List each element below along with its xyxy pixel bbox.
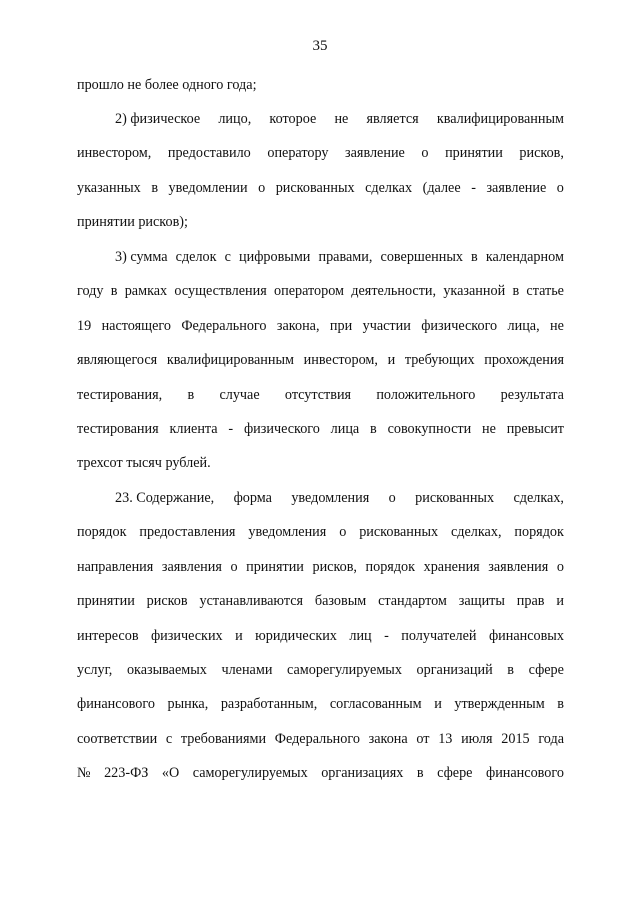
word: требованиями	[180, 730, 267, 747]
word: организациях	[321, 765, 404, 782]
word: являющегося	[77, 352, 158, 369]
word: предоставило	[167, 145, 251, 162]
word: -	[228, 420, 234, 437]
word: 19	[77, 317, 92, 334]
word: уведомлении	[168, 179, 248, 196]
word: защиты	[458, 593, 505, 610]
text-line	[77, 102, 564, 136]
word: о	[388, 490, 396, 506]
word: заявления	[161, 558, 222, 575]
word: в	[110, 283, 118, 300]
text-line	[77, 722, 564, 756]
word: осуществления	[174, 283, 267, 300]
word: саморегулируемых	[287, 661, 402, 678]
text-line	[77, 756, 564, 790]
word: оператором	[274, 283, 345, 300]
word: от	[416, 730, 430, 747]
word: рисков,	[312, 558, 357, 575]
word: не	[481, 420, 496, 437]
text-line: принятии рисков);	[77, 214, 188, 231]
word: уведомления	[248, 524, 327, 541]
paragraph-item-3	[77, 240, 564, 481]
word: (далее	[422, 179, 461, 196]
word: о	[339, 524, 347, 541]
word: 23. Содержание,	[115, 490, 215, 506]
text-line: прошло не более одного года;	[77, 77, 257, 93]
word: сфере	[528, 661, 564, 678]
text-line	[77, 274, 564, 308]
text-line	[77, 412, 564, 446]
word: в	[416, 765, 424, 782]
word: тестирования,	[77, 386, 163, 403]
word: о	[556, 179, 564, 196]
word: и	[235, 627, 243, 644]
word: о	[421, 145, 429, 162]
text-line	[77, 136, 564, 170]
word: лиц	[349, 627, 372, 644]
word: в	[471, 249, 478, 265]
word: получателей	[401, 627, 477, 644]
word: членами	[221, 661, 273, 678]
word: разработанным,	[220, 696, 318, 713]
word: рамках	[124, 283, 168, 300]
word: сделок	[175, 249, 217, 265]
word: принятии	[246, 558, 304, 575]
word: финансового	[77, 696, 155, 713]
word: указанных	[77, 179, 141, 196]
word: рискованных	[359, 524, 439, 541]
word: предоставления	[139, 524, 236, 541]
word: положительного	[376, 386, 476, 403]
word: не	[550, 317, 564, 334]
word: с	[165, 730, 173, 747]
word: календарном	[485, 249, 564, 265]
word: 3) сумма	[115, 249, 168, 265]
word: утвержденным	[454, 696, 545, 713]
text-line	[77, 550, 564, 584]
word: правами,	[318, 249, 373, 265]
word: закона	[368, 730, 408, 747]
word: сфере	[437, 765, 473, 782]
word: статье	[526, 283, 564, 300]
word: заявление	[486, 179, 547, 196]
word: интересов	[77, 627, 139, 644]
word: в	[557, 696, 564, 713]
word: указанной	[443, 283, 506, 300]
text-line	[77, 619, 564, 653]
word: заявление	[345, 145, 405, 162]
paragraph-continuation	[77, 68, 564, 102]
word: не	[334, 111, 349, 127]
word: году	[77, 283, 104, 300]
word: 2) физическое	[115, 111, 201, 127]
word: является	[366, 111, 419, 127]
word: финансовых	[488, 627, 564, 644]
word: и	[556, 593, 564, 610]
text-line: трехсот тысяч рублей.	[77, 455, 211, 472]
word: лицо,	[218, 111, 252, 127]
word: хранения	[423, 558, 480, 575]
page-number: 35	[312, 38, 328, 54]
word: форма	[233, 490, 272, 506]
word: оказываемых	[126, 661, 207, 678]
word: закона,	[276, 317, 320, 334]
word: соответствии	[77, 730, 158, 747]
text-line	[77, 343, 564, 377]
word: квалифицированным	[166, 352, 295, 369]
word: оператору	[267, 145, 329, 162]
text-line	[77, 378, 564, 412]
text-line	[77, 515, 564, 549]
word: в	[512, 283, 520, 300]
word: порядок	[77, 524, 127, 541]
word: сделках,	[513, 490, 564, 506]
word: которое	[269, 111, 317, 127]
text-line	[77, 240, 564, 274]
word: рынка,	[167, 696, 209, 713]
word: в	[187, 386, 195, 403]
word: случае	[219, 386, 260, 403]
word: сделках,	[450, 524, 502, 541]
word: 2015	[501, 730, 530, 747]
word: Федерального	[274, 730, 360, 747]
word: саморегулируемых	[192, 765, 308, 782]
word: «О	[161, 765, 180, 782]
word: цифровыми	[239, 249, 311, 265]
word: №	[77, 765, 91, 782]
word: в	[507, 661, 514, 678]
word: в	[370, 420, 377, 437]
word: физических	[150, 627, 223, 644]
text-line	[77, 584, 564, 618]
word: 13	[438, 730, 453, 747]
word: и	[387, 352, 396, 369]
word: -	[384, 627, 389, 644]
word: клиента	[169, 420, 218, 437]
word: инвестором,	[77, 145, 152, 162]
word: при	[329, 317, 353, 334]
word: сделках	[365, 179, 413, 196]
word: отсутствия	[284, 386, 352, 403]
text-line	[77, 653, 564, 687]
word: инвестором,	[303, 352, 378, 369]
word: базовым	[314, 593, 367, 610]
paragraph-item-23	[77, 481, 564, 791]
word: физического	[421, 317, 498, 334]
word: в	[151, 179, 159, 196]
word: принятии	[445, 145, 503, 162]
word: порядок	[365, 558, 416, 575]
word: о	[258, 179, 266, 196]
word: финансового	[486, 765, 564, 782]
word: прав	[516, 593, 545, 610]
word: года	[538, 730, 564, 747]
text-line	[77, 481, 564, 515]
word: о	[556, 558, 564, 575]
word: направления	[77, 558, 154, 575]
word: о	[230, 558, 238, 575]
word: июля	[461, 730, 493, 747]
word: принятии	[77, 593, 135, 610]
paragraph-item-2	[77, 102, 564, 240]
word: рисков	[146, 593, 188, 610]
word: рискованных	[275, 179, 355, 196]
word: физического	[243, 420, 320, 437]
word: с	[224, 249, 231, 265]
text-line	[77, 309, 564, 343]
word: уведомления	[291, 490, 370, 506]
text-line	[77, 171, 564, 205]
word: требующих	[404, 352, 475, 369]
word: тестирования	[77, 420, 159, 437]
word: и	[434, 696, 442, 713]
text-line	[77, 687, 564, 721]
word: Федерального	[181, 317, 267, 334]
word: прохождения	[484, 352, 564, 369]
word: -	[471, 179, 476, 196]
word: результата	[500, 386, 564, 403]
word: юридических	[255, 627, 337, 644]
word: 223-ФЗ	[104, 765, 149, 782]
word: совершенных	[380, 249, 463, 265]
word: лица	[330, 420, 360, 437]
word: порядок	[514, 524, 564, 541]
word: настоящего	[101, 317, 171, 334]
word: рискованных	[415, 490, 495, 506]
word: квалифицированным	[436, 111, 564, 127]
word: участии	[362, 317, 411, 334]
word: превысит	[506, 420, 564, 437]
word: организаций	[416, 661, 493, 678]
word: рисков,	[519, 145, 564, 162]
word: стандартом	[378, 593, 447, 610]
word: услуг,	[77, 661, 113, 678]
word: согласованным	[329, 696, 422, 713]
word: деятельности,	[351, 283, 437, 300]
word: заявления	[488, 558, 549, 575]
word: лица,	[507, 317, 540, 334]
word: совокупности	[387, 420, 472, 437]
word: устанавливаются	[199, 593, 304, 610]
